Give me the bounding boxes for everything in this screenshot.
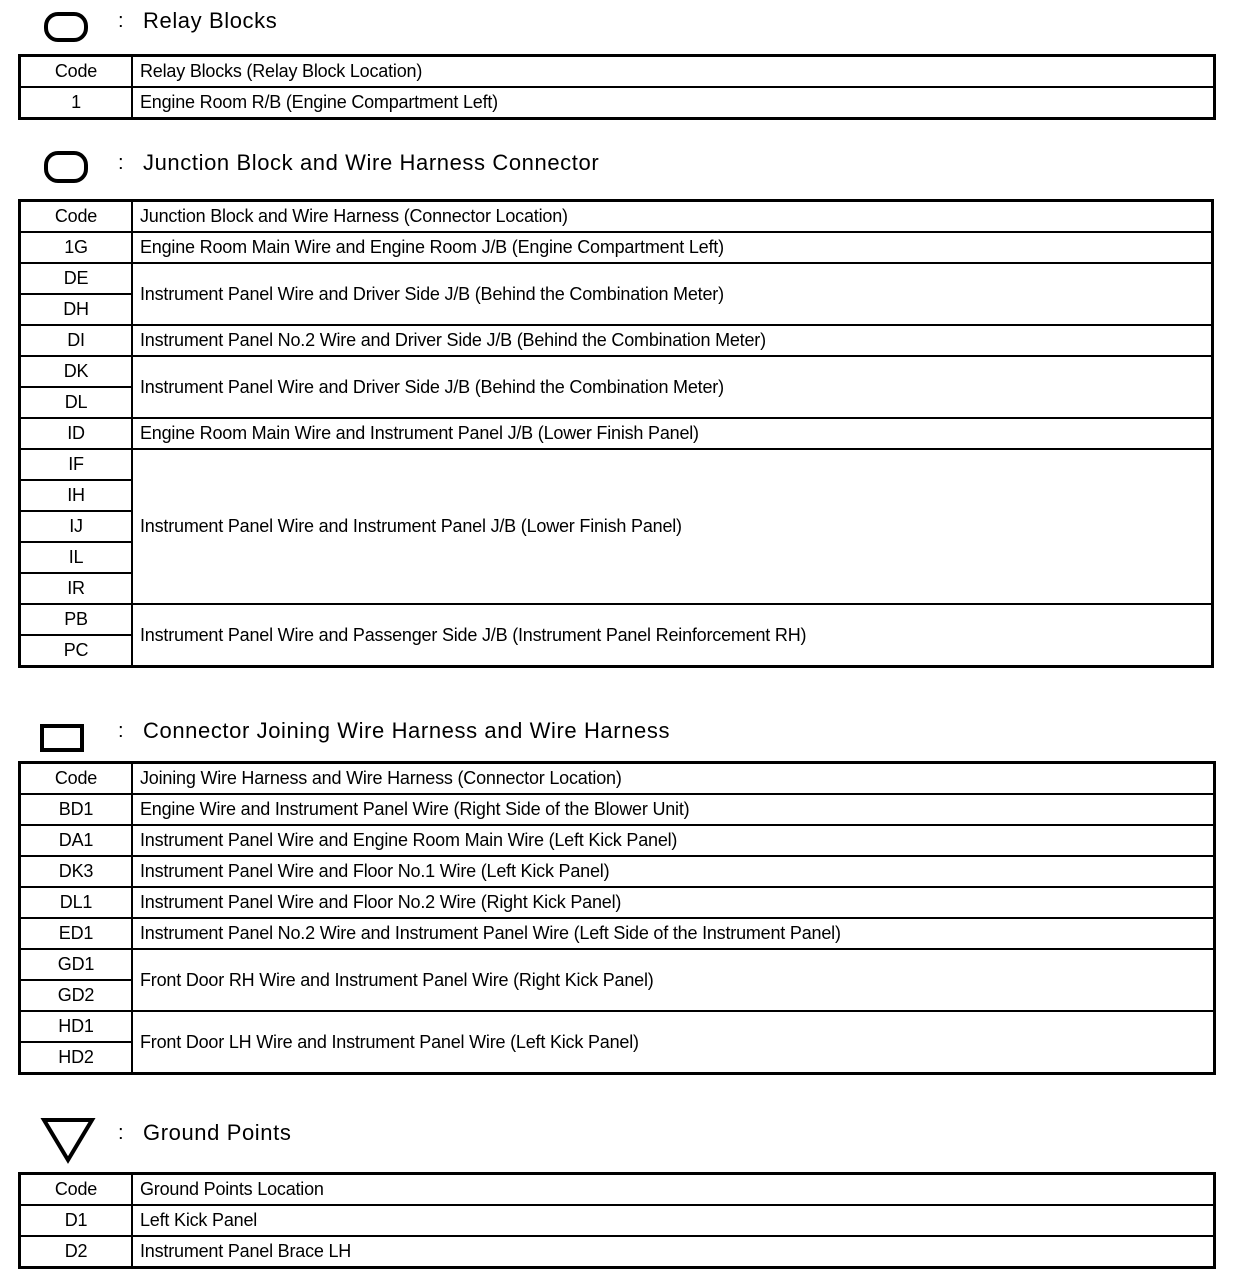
desc-cell: Instrument Panel Wire and Engine Room Main Wire (Left Kick Panel) xyxy=(132,825,1215,856)
code-cell: PC xyxy=(20,635,133,667)
code-cell: DI xyxy=(20,325,133,356)
desc-cell: Instrument Panel Brace LH xyxy=(132,1236,1215,1268)
desc-cell: Instrument Panel Wire and Floor No.1 Wire (Left Kick Panel) xyxy=(132,856,1215,887)
code-header: Code xyxy=(20,56,133,88)
code-cell: 1G xyxy=(20,232,133,263)
desc-header: Junction Block and Wire Harness (Connector Location) xyxy=(132,201,1213,233)
table-row xyxy=(20,604,1213,635)
desc-cell: Instrument Panel No.2 Wire and Instrument Panel Wire (Left Side of the Instrument Panel) xyxy=(132,918,1215,949)
table-row xyxy=(20,449,1213,480)
code-cell: DK3 xyxy=(20,856,133,887)
desc-cell: Engine Room Main Wire and Engine Room J/B (Engine Compartment Left) xyxy=(132,232,1213,263)
code-cell: D2 xyxy=(20,1236,133,1268)
code-cell: 1 xyxy=(20,87,133,119)
table-row xyxy=(20,1205,1215,1236)
code-cell: DL1 xyxy=(20,887,133,918)
code-cell: IF xyxy=(20,449,133,480)
desc-cell: Engine Room Main Wire and Instrument Panel J/B (Lower Finish Panel) xyxy=(132,418,1213,449)
table-row xyxy=(20,1236,1215,1268)
desc-cell: Instrument Panel No.2 Wire and Driver Side J/B (Behind the Combination Meter) xyxy=(132,325,1213,356)
table-row xyxy=(20,263,1213,294)
desc-cell: Engine Wire and Instrument Panel Wire (Right Side of the Blower Unit) xyxy=(132,794,1215,825)
table-row xyxy=(20,87,1215,119)
code-cell: DK xyxy=(20,356,133,387)
table-row xyxy=(20,949,1215,980)
code-cell: PB xyxy=(20,604,133,635)
section-header-relay-blocks: : Relay Blocks xyxy=(0,8,1248,48)
code-header: Code xyxy=(20,763,133,795)
desc-header: Relay Blocks (Relay Block Location) xyxy=(132,56,1215,88)
desc-cell: Instrument Panel Wire and Driver Side J/B (Behind the Combination Meter) xyxy=(132,263,1213,325)
table-header-row xyxy=(20,1174,1215,1206)
section-header-connector-joining: : Connector Joining Wire Harness and Wire Harness xyxy=(0,718,1248,758)
code-cell: ID xyxy=(20,418,133,449)
table-header-row xyxy=(20,763,1215,795)
code-header: Code xyxy=(20,1174,133,1206)
desc-cell: Instrument Panel Wire and Driver Side J/B (Behind the Combination Meter) xyxy=(132,356,1213,418)
section-title: Ground Points xyxy=(143,1120,292,1145)
desc-header: Ground Points Location xyxy=(132,1174,1215,1206)
table-row xyxy=(20,918,1215,949)
table-row xyxy=(20,887,1215,918)
table-header-row xyxy=(20,56,1215,88)
table-row xyxy=(20,418,1213,449)
table-row xyxy=(20,356,1213,387)
code-header: Code xyxy=(20,201,133,233)
code-cell: D1 xyxy=(20,1205,133,1236)
junction-block-symbol-icon xyxy=(44,151,88,183)
section-title: Junction Block and Wire Harness Connector xyxy=(143,150,600,175)
code-cell: ED1 xyxy=(20,918,133,949)
desc-cell: Instrument Panel Wire and Passenger Side J/B (Instrument Panel Reinforcement RH) xyxy=(132,604,1213,667)
table-row xyxy=(20,232,1213,263)
relay-blocks-table xyxy=(18,54,1216,120)
section-header-ground-points: : Ground Points xyxy=(0,1120,1248,1160)
code-cell: IL xyxy=(20,542,133,573)
code-cell: HD1 xyxy=(20,1011,133,1042)
desc-header: Joining Wire Harness and Wire Harness (Connector Location) xyxy=(132,763,1215,795)
table-header-row xyxy=(20,201,1213,233)
code-cell: DH xyxy=(20,294,133,325)
desc-cell: Instrument Panel Wire and Instrument Panel J/B (Lower Finish Panel) xyxy=(132,449,1213,604)
code-cell: HD2 xyxy=(20,1042,133,1074)
desc-cell: Front Door LH Wire and Instrument Panel Wire (Left Kick Panel) xyxy=(132,1011,1215,1074)
code-cell: BD1 xyxy=(20,794,133,825)
connector-joining-table xyxy=(18,761,1216,1075)
code-cell: DL xyxy=(20,387,133,418)
section-title: Relay Blocks xyxy=(143,8,278,33)
code-cell: DE xyxy=(20,263,133,294)
relay-block-symbol-icon xyxy=(44,12,88,42)
table-row xyxy=(20,325,1213,356)
ground-points-table xyxy=(18,1172,1216,1269)
table-row xyxy=(20,794,1215,825)
table-row xyxy=(20,1011,1215,1042)
section-header-junction-block: : Junction Block and Wire Harness Connector xyxy=(0,150,1248,190)
table-row xyxy=(20,825,1215,856)
code-cell: IJ xyxy=(20,511,133,542)
code-cell: IH xyxy=(20,480,133,511)
desc-cell: Engine Room R/B (Engine Compartment Left) xyxy=(132,87,1215,119)
ground-point-triangle-icon xyxy=(40,1116,96,1166)
code-cell: DA1 xyxy=(20,825,133,856)
code-cell: GD1 xyxy=(20,949,133,980)
code-cell: GD2 xyxy=(20,980,133,1011)
desc-cell: Front Door RH Wire and Instrument Panel Wire (Right Kick Panel) xyxy=(132,949,1215,1011)
desc-cell: Instrument Panel Wire and Floor No.2 Wire (Right Kick Panel) xyxy=(132,887,1215,918)
junction-block-table xyxy=(18,199,1214,668)
table-row xyxy=(20,856,1215,887)
code-cell: IR xyxy=(20,573,133,604)
connector-symbol-icon xyxy=(40,724,84,752)
section-title: Connector Joining Wire Harness and Wire Harness xyxy=(143,718,671,743)
desc-cell: Left Kick Panel xyxy=(132,1205,1215,1236)
